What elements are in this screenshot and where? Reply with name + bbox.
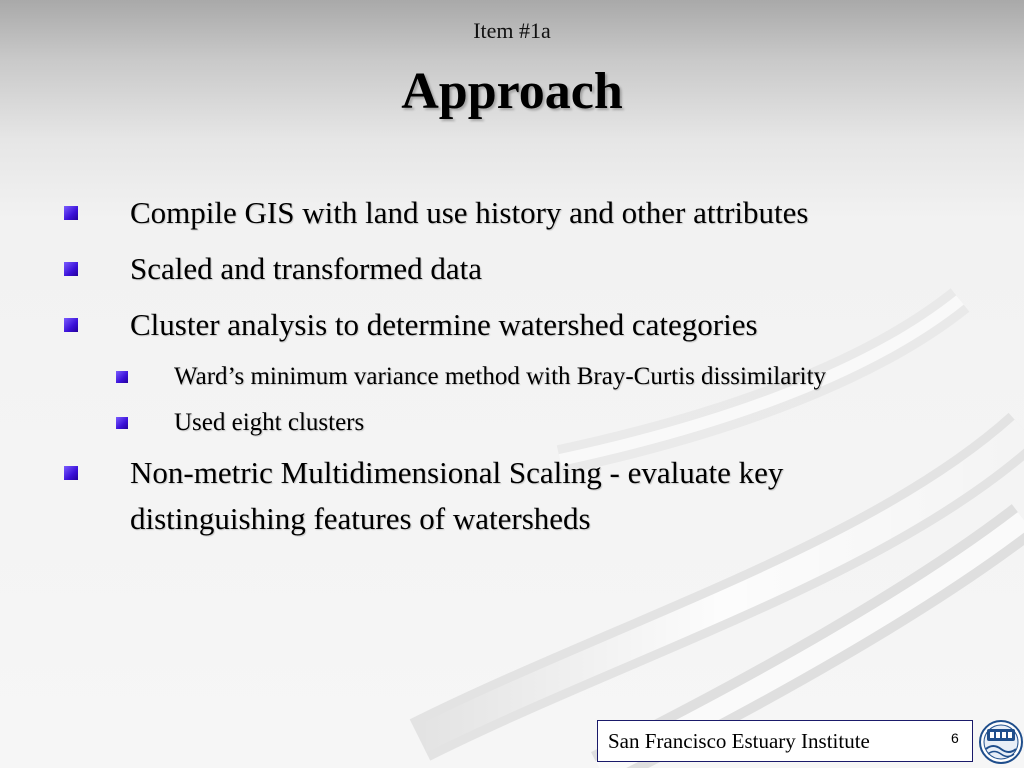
slide-title: Approach xyxy=(401,63,623,120)
bullet-text: Non-metric Multidimensional Scaling - evaluate key distinguishing features of watersheds xyxy=(130,455,784,536)
page-number: 6 xyxy=(951,730,959,746)
square-bullet-icon xyxy=(64,466,78,480)
organization-name: San Francisco Estuary Institute xyxy=(608,729,870,753)
sub-bullet-item xyxy=(0,404,874,442)
bullet-text: Compile GIS with land use history and other attributes xyxy=(130,195,809,230)
bullet-item xyxy=(0,190,950,236)
sub-bullet-text: Ward’s minimum variance method with Bray-Curtis dissimilarity xyxy=(174,363,827,390)
square-bullet-icon xyxy=(116,371,128,383)
bullet-item xyxy=(0,450,950,542)
footer-box xyxy=(597,720,973,762)
square-bullet-icon xyxy=(64,206,78,220)
bullet-text: Cluster analysis to determine watershed categories xyxy=(130,307,758,342)
slide-subtitle: Item #1a xyxy=(473,18,551,43)
square-bullet-icon xyxy=(64,318,78,332)
bullet-item xyxy=(0,302,950,348)
bullet-text: Scaled and transformed data xyxy=(130,251,483,286)
square-bullet-icon xyxy=(64,262,78,276)
bullet-item xyxy=(0,246,950,292)
bullet-list xyxy=(0,190,1024,552)
sub-bullet-item xyxy=(0,358,874,396)
square-bullet-icon xyxy=(116,417,128,429)
sub-bullet-text: Used eight clusters xyxy=(174,409,365,436)
sfei-logo-icon xyxy=(979,719,1023,765)
